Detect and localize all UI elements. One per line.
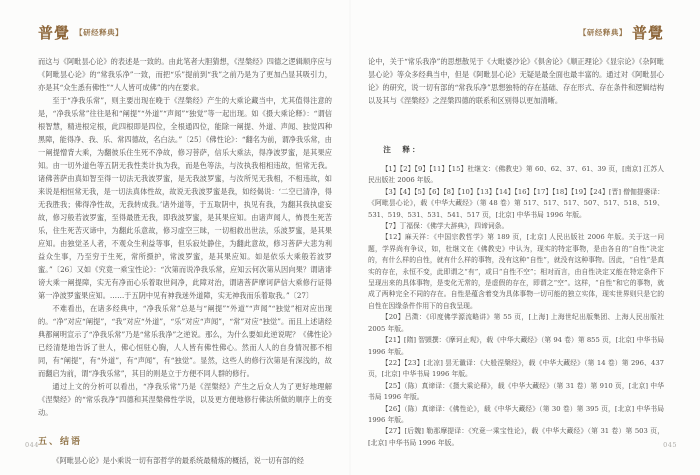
note-item: 【25】（陈）真谛译：《摄大乘论释》，载《中华大藏经》（第 31 卷）第 910 页，[北京] 中华书局 1996 年版。 [368,381,664,402]
note-item: 【21】[隋] 智顗撰：《摩诃止观》，载《中华大藏经》（第 94 卷）第 855 页，[北京] 中华书局 1996 年版。 [368,336,664,356]
page-right [368,22,664,449]
page-left [38,22,332,467]
note-item: 【22】【23】[北凉] 昙无谶译：《大般涅槃经》，载《中华大藏经》（第 14 卷）第 296、437 页，[北京] 中华书局 1996 年版。 [368,358,664,379]
body-paragraph: 论中，关于“常乐我净”的思想散见于《大毗婆沙论》《俱舍论》《顺正理论》《显宗论》《杂阿毗昙心论》等众多经典当中，但是《阿毗昙心论》无疑是最全面也最丰富的。通过对《阿毗昙心论》的研究，说一切有部的“常我乐净”思想独特的存在基础、存在形式、存在条件和逻辑结构以及其与《涅槃经》之涅槃四德的联系和区别得以更加清晰。 [368,57,664,105]
page-gutter [349,0,351,475]
note-item: 【12】麻天祥：《中国宗教哲学》第 189 页，[北京] 人民出版社 2006 年版。关于这一问题，学界尚有争议，如，杜继文在《佛教史》中认为，现实的特定事物，是由各自的“自性”决定的，有什么样的自性，就有什么样的事物，没有这种“自性”，就没有这种事物。因此，“自性”是真实的存在，永恒不变，此即谓之“有”，或曰“自性不空”；相对而言，由自性决定又能在特定条件下呈现出来的具体事物，是变化无常的，是虚假的存在，即谓之“空”。这样，“自性”和它的事物，就成了两种完全不同的存在。自性是蕴含着变为具体事物一切可能的独立实体，现实世界则只是它的自性在因缘条件作用下的自我呈现。 [368,233,664,310]
body-column-left [38,55,332,467]
column-label: 【研经释典】 [578,28,627,37]
body-column-right [368,55,664,107]
body-paragraph: 而这与《阿毗昙心论》的表述是一致的。由此笔者大胆猜想，《涅槃经》四德之逻辑顺序应与《阿毗昙心论》的“常我乐净”一致，而把“乐”提前到“我”之前乃是为了更加凸显其吸引力，亦是其“众生悉有佛性”“人人皆可成佛”的内在要求。 [38,57,332,92]
page-number-left: 044 [25,441,39,449]
notes-list [368,164,664,449]
body-paragraph: 至于“净我乐常”，则主要出现在晚于《涅槃经》产生的大乘论藏当中，尤其值得注意的是，“净我乐常”往往是和“阐提”“外道”“声闻”“独觉”等一起出现。如《摄大乘论释》：“谓信根智慧，精进根定根，此四根即是四位，全根通四位，能除一阐提、外道、声闻、独觉四种黑障，能得净、我、乐、常四德故，名白法。”〔25〕《佛性论》：“翻名为前，谓净我乐常，由一阐提憎背大乘，为翻彼乐住生死不净故，修习菩萨，信乐大乘法，得净波罗蜜，是其果应知。由一切外道色等五阴无我性类计执为我，而是色等法，与汝执我相相违故，恒常无我。诸佛菩萨由真如智至得一切法无我波罗蜜，是无我波罗蜜，与汝所见无我相，不相违故，如来说是相恒常无我，是一切法真体性故，故说无我波罗蜜是我，如经偈说：‘二空已清净，得无我胜我；佛得净性故，无我转成我。’诸外道等，于五取阴中，执见有我，为翻其我执虚妄故，修习般若波罗蜜，至得最胜无我，即我波罗蜜，是其果应知。由诸声闻人，怖畏生死苦乐，住生死苦灭谛中，为翻此乐意故，修习虚空三昧，一切相救出世法，乐波罗蜜，是其果应知。由独觉圣人者，不观众生利益等事，但乐寂处静住，为翻此意故，修习菩萨大悲为利益众生事，乃至穷于生死，常所摄护，常波罗蜜，是其果应知。如是依乐大乘般若波罗蜜。”〔26〕又如《究竟一乘宝性论》：“次第而说净我乐常，应知云何次第从因向果？谓诸诽谤大乘一阐提障，实无有净而心乐着取世间净，此障对治，谓诸菩萨摩诃萨信大乘修行证得第一净波罗蜜果应知。……于五阴中见有神我迷外道障，实无神我而乐着取我。”〔27〕 [38,96,332,300]
note-item: 【27】[后魏] 勒那摩提译：《究竟一乘宝性论》，载《中华大藏经》（第 31 卷）第 503 页，[北京] 中华书局 1996 年版。 [368,427,664,447]
page-number-right: 045 [663,441,677,449]
body-paragraph: 通过上文的分析可以看出，“净我乐常”乃是《涅槃经》产生之后众人为了更好地理解《涅槃经》的“常乐我净”四德和其涅槃佛性学说，以及更方便地修行佛法所做的顺序上的变动。 [38,382,332,417]
body-paragraph: 不难看出，在诸多经典中，“净我乐常”总是与“阐提”“外道”“声闻”“独觉”相对应出现的。“净”对应“阐提”，“我”对应“外道”，“乐”对应“声闻”，“常”对应“独觉”。而且上述诸经典都阐明宣示了“净我乐常”乃是“常乐我净”之逆说。那么，为什么要如此逆说呢？《佛性论》已经清楚地告诉了世人，佛心恒驻心胸，人人皆有佛性佛心。然而人人的自身情况都不相同，有“阐提”，有“外道”，有“声闻”，有“独觉”。显然，这些人的修行次第是有深浅的，故而翻启为前，谓“净我乐常”，其目的则是立于方便不同人群的修行。 [38,304,332,378]
section-heading-conclusion: 五、结语 [38,437,83,447]
note-item: 【3】【4】【5】【6】【8】【10】【13】【14】【16】【17】【18】【19】【24】[晋] 僧伽提婆译：《阿毗昙心论》，载《中华大藏经》（第 48 卷）第 517、517、517、507、517、518、519、531、519、531、531、541、517 页，[北京] 中华书局 1996 年版。 [368,187,664,219]
note-item: 【20】吕澂：《印度佛学源流略讲》第 55 页，[上海] 上海世纪出版集团、上海人民出版社 2005 年版。 [368,313,664,333]
notes-heading: 注 释： [383,145,422,154]
note-item: 【1】【2】【9】【11】【15】杜继文：《佛教史》第 60、62、37、61、39 页，[南京] 江苏人民出版社 2006 年版。 [368,165,664,185]
note-item: 【7】丁福保：《佛学大辞典》，四谛词条。 [381,222,509,231]
note-item: 【26】（陈）真谛译：《佛性论》，载《中华大藏经》（第 30 卷）第 395 页，[北京] 中华书局 1996 年版。 [368,404,664,424]
page-header-left [38,22,332,40]
journal-logo: 普覺 [631,24,664,42]
journal-logo: 普覺 [38,24,71,42]
page-header-right [368,22,664,40]
body-paragraph: 《阿毗昙心论》是小乘说一切有部哲学的最系统最精炼的概括，说一切有部的经 [52,456,304,465]
column-label: 【研经释典】 [75,28,124,37]
